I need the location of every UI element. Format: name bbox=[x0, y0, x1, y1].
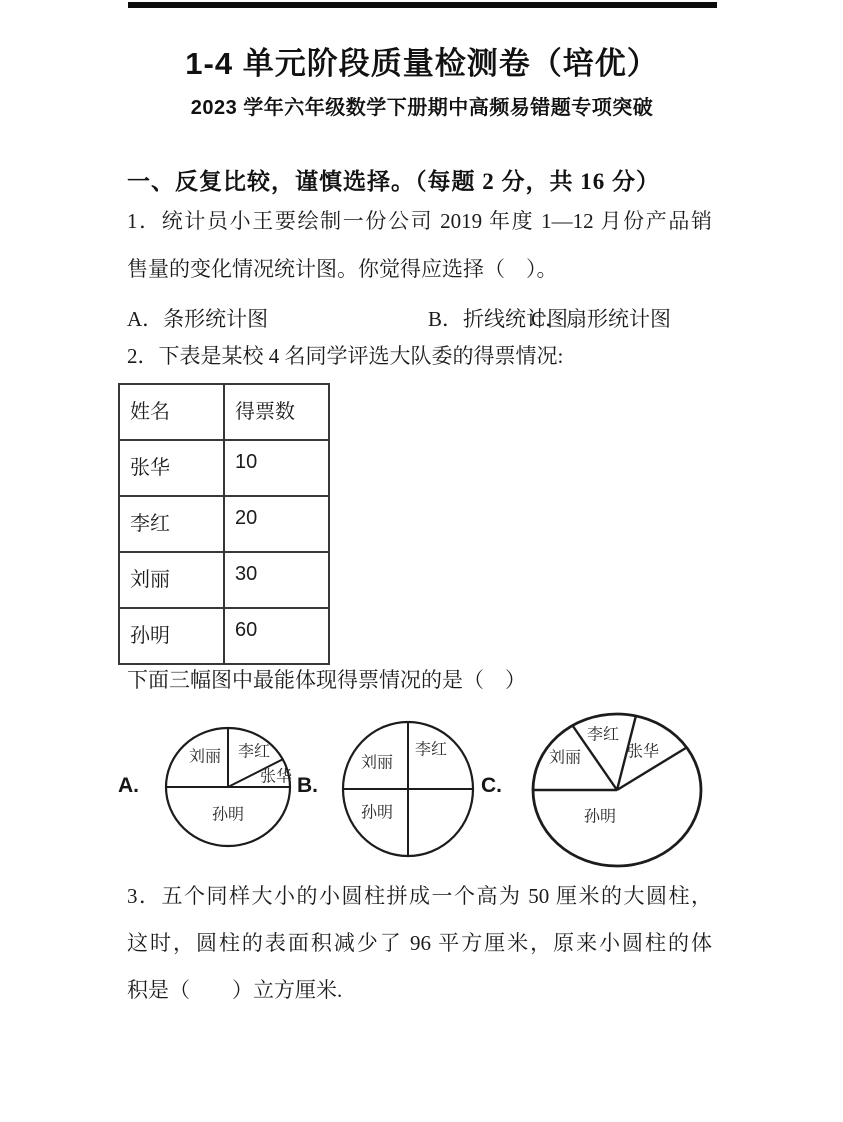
cell-name: 孙明 bbox=[119, 608, 224, 664]
section-1-heading: 一、反复比较，谨慎选择。（每题 2 分，共 16 分） bbox=[127, 169, 660, 194]
table-header-row bbox=[119, 384, 329, 440]
cell-name: 张华 bbox=[119, 440, 224, 496]
pie-c-label-sunming: 孙明 bbox=[583, 808, 617, 826]
document-subtitle: 2023 学年六年级数学下册期中高频易错题专项突破 bbox=[190, 97, 654, 119]
cell-votes: 20 bbox=[224, 496, 329, 552]
pie-chart-c bbox=[531, 712, 703, 868]
pie-option-letter-b: B. bbox=[297, 774, 318, 797]
question-1-line-2: 售量的变化情况统计图。你觉得应选择（ ）。 bbox=[127, 257, 558, 281]
question-1-option-c: C．扇形统计图 bbox=[531, 307, 672, 331]
cell-name: 刘丽 bbox=[119, 552, 224, 608]
votes-table bbox=[118, 383, 330, 665]
document-title: 1-4 单元阶段质量检测卷（培优） bbox=[185, 46, 659, 81]
pie-b-label-liuli: 刘丽 bbox=[360, 754, 394, 772]
table-row bbox=[119, 440, 329, 496]
header-cell-name: 姓名 bbox=[119, 384, 224, 440]
question-3-line-1: 3．五个同样大小的小圆柱拼成一个高为 50 厘米的大圆柱， bbox=[127, 884, 712, 908]
cell-votes: 30 bbox=[224, 552, 329, 608]
question-1-option-b: B．折线统计图 bbox=[428, 307, 569, 331]
question-1-option-a: A．条形统计图 bbox=[127, 307, 269, 331]
question-1-options bbox=[127, 303, 717, 331]
pie-chart-b bbox=[341, 720, 475, 858]
question-2-prompt: 下面三幅图中最能体现得票情况的是（ ） bbox=[127, 668, 526, 692]
pie-b-label-lihong: 李红 bbox=[414, 741, 448, 759]
cell-votes: 10 bbox=[224, 440, 329, 496]
pie-c-label-lihong: 李红 bbox=[586, 726, 620, 744]
table-row bbox=[119, 608, 329, 664]
pie-c-label-liuli: 刘丽 bbox=[548, 749, 582, 767]
pie-a-label-sunming: 孙明 bbox=[211, 806, 245, 824]
pie-b-label-sunming: 孙明 bbox=[360, 804, 394, 822]
table-row bbox=[119, 496, 329, 552]
pie-a-label-lihong: 李红 bbox=[237, 743, 271, 761]
pie-option-letter-a: A. bbox=[118, 774, 139, 797]
question-2-intro: 2．下表是某校 4 名同学评选大队委的得票情况: bbox=[127, 344, 564, 368]
question-1-line-1: 1．统计员小王要绘制一份公司 2019 年度 1—12 月份产品销 bbox=[127, 209, 712, 233]
question-3-line-2: 这时，圆柱的表面积减少了 96 平方厘米，原来小圆柱的体 bbox=[127, 931, 712, 955]
cell-name: 李红 bbox=[119, 496, 224, 552]
pie-chart-a bbox=[162, 724, 294, 852]
table-row bbox=[119, 552, 329, 608]
pie-option-letter-c: C. bbox=[481, 774, 502, 797]
pie-a-label-liuli: 刘丽 bbox=[188, 748, 222, 766]
question-3-line-3: 积是（ ）立方厘米. bbox=[127, 978, 343, 1002]
pie-a-label-zhanghua: 张华 bbox=[259, 768, 293, 786]
header-cell-votes: 得票数 bbox=[224, 384, 329, 440]
cell-votes: 60 bbox=[224, 608, 329, 664]
top-border-rule bbox=[128, 2, 717, 8]
pie-c-label-zhanghua: 张华 bbox=[626, 743, 660, 761]
